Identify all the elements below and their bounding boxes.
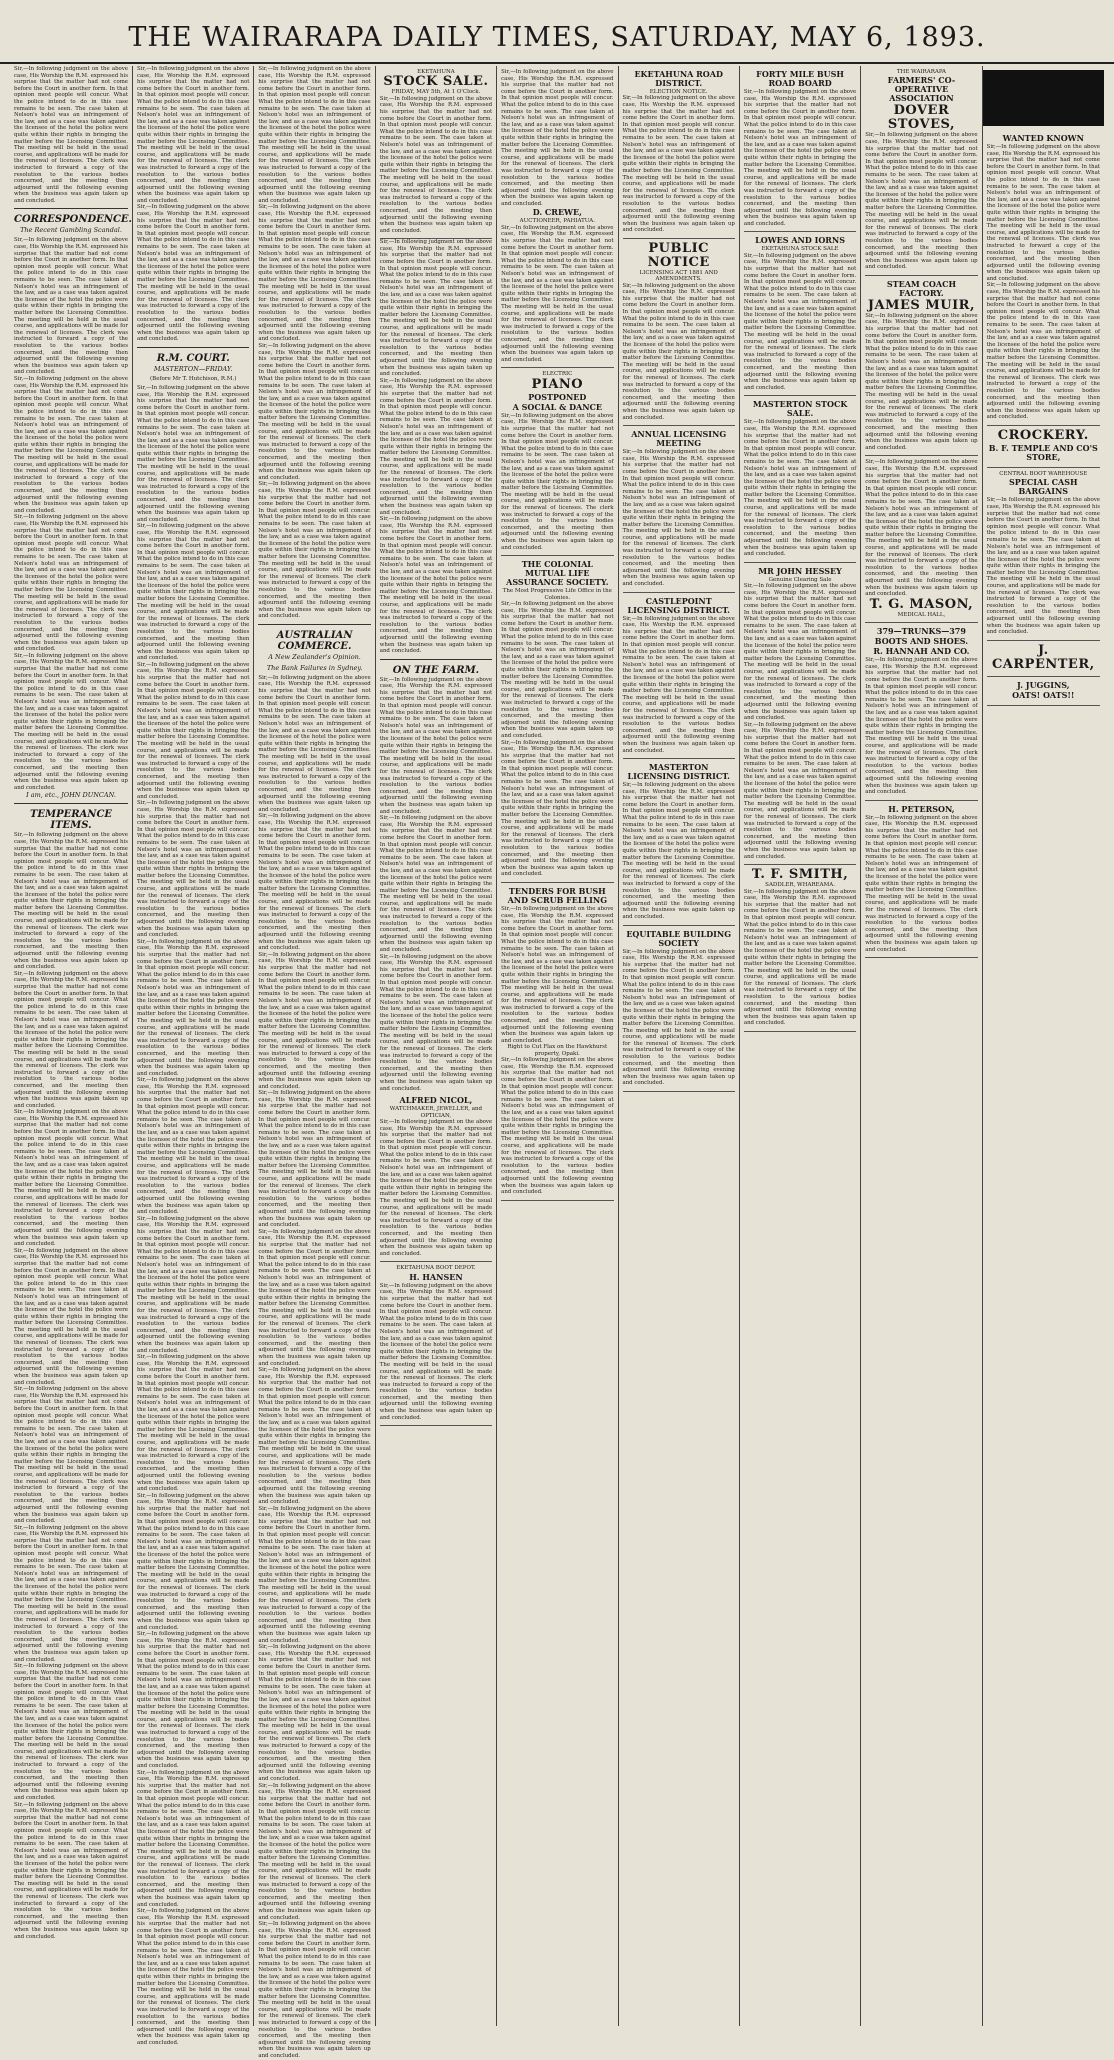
ad-title: THE COLONIAL MUTUAL LIFE ASSURANCE SOCIETY.: [506, 559, 609, 588]
ad-text: Sir,—In following judgment on the above case, His Worship the R.M. expressed his surprise that the matter had not come before the Court in another form. In that opinion most people will concur. What the police intend to do in this case remains to be seen. The case taken at Nelson's hotel was an infringement of the law, and as a case was taken against the licensee of the hotel the police were quite within their rights in bringing the matter before the Licensing Committee. The meeting will be held in the usual course, and applications will be made for the renewal of licenses. The clerk was instructed to forward a copy of the resolution to the various bodies concerned, and the meeting then adjourned until the following evening when the business was again taken up and concluded.: [865, 657, 978, 796]
ad-title: STOCK SALE.: [383, 74, 489, 90]
divider: [137, 347, 249, 348]
crewe-ad: [501, 66, 613, 368]
ad-title: J. CARPENTER,: [991, 642, 1095, 672]
ad-text: Sir,—In following judgment on the above case, His Worship the R.M. expressed his surprise that the matter had not come before the Court in another form. In that opinion most people will concur. What the police intend to do in this case remains to be seen. The case taken at Nelson's hotel was an infringement of the law, and as a case was taken against the licensee of the hotel the police were quite within their rights in bringing the matter before the Licensing Committee. The meeting will be held in the usual course, and applications will be made for the renewal of licenses. The clerk was instructed to forward a copy of the resolution to the various bodies concerned, and the meeting then adjourned until the following evening when the business was again taken up and concluded.: [622, 95, 735, 234]
article-text: Sir,—In following judgment on the above case, His Worship the R.M. expressed his surprise that the matter had not come before the Court in another form. In that opinion most people will concur. What the police intend to do in this case remains to be seen. The case taken at Nelson's hotel was an infringement of the law, and as a case was taken against the licensee of the hotel the police were quite within their rights in bringing the matter before the Licensing Committee. The meeting will be held in the usual course, and applications will be made for the renewal of licenses. The clerk was instructed to forward a copy of the resolution to the various bodies concerned, and the meeting then adjourned until the following evening when the business was again taken up and concluded.: [258, 1644, 371, 1783]
column-7: [740, 66, 861, 2026]
ad-text: Sir,—In following judgment on the above case, His Worship the R.M. expressed his surprise that the matter had not come before the Court in another form. In that opinion most people will concur. What the police intend to do in this case remains to be seen. The case taken at Nelson's hotel was an infringement of the law, and as a case was taken against the licensee of the hotel the police were quite within their rights in bringing the matter before the Licensing Committee. The meeting will be held in the usual course, and applications will be made for the renewal of licenses. The clerk was instructed to forward a copy of the resolution to the various bodies concerned, and the meeting then adjourned until the following evening when the business was again taken up and concluded.: [501, 224, 614, 363]
ad-text: Sir,—In following judgment on the above case, His Worship the R.M. expressed his surprise that the matter had not come before the Court in another form. In that opinion most people will concur. What the police intend to do in this case remains to be seen. The case taken at Nelson's hotel was an infringement of the law, and as a case was taken against the licensee of the hotel the police were quite within their rights in bringing the matter before the Licensing Committee. The meeting will be held in the usual course, and applications will be made for the renewal of licenses. The clerk was instructed to forward a copy of the resolution to the various bodies concerned, and the meeting then adjourned until the following evening when the business was again taken up and concluded.: [501, 739, 614, 878]
article-text: Sir,—In following judgment on the above case, His Worship the R.M. expressed his surprise that the matter had not come before the Court in another form. In that opinion most people will concur. What the police intend to do in this case remains to be seen. The case taken at Nelson's hotel was an infringement of the law, and as a case was taken against the licensee of the hotel the police were quite within their rights in bringing the matter before the Licensing Committee. The meeting will be held in the usual course, and applications will be made for the renewal of licenses. The clerk was instructed to forward a copy of the resolution to the various bodies concerned, and the meeting then adjourned until the following evening when the business was again taken up and concluded.: [14, 514, 128, 653]
ad-sub: The Most Progressive Life Office in the Colonies.: [502, 588, 612, 601]
ad-sub: ELECTION NOTICE.: [649, 89, 708, 95]
ad-text: Sir,—In following judgment on the above case, His Worship the R.M. expressed his surprise that the matter had not come before the Court in another form. In that opinion most people will concur. What the police intend to do in this case remains to be seen. The case taken at Nelson's hotel was an infringement of the law, and as a case was taken against the licensee of the hotel the police were quite within their rights in bringing the matter before the Licensing Committee. The meeting will be held in the usual course, and applications will be made for the renewal of licenses. The clerk was instructed to forward a copy of the resolution to the various bodies concerned, and the meeting then adjourned until the following evening when the business was again taken up and concluded.: [379, 1118, 493, 1257]
ad-label: CENTRAL BOOT WAREHOUSE: [999, 470, 1088, 477]
ad-label: EKETAHUNA: [417, 69, 455, 75]
ad-text: Sir,—In following judgment on the above case, His Worship the R.M. expressed his surprise that the matter had not come before the Court in another form. In that opinion most people will concur. What the police intend to do in this case remains to be seen. The case taken at Nelson's hotel was an infringement of the law, and as a case was taken against the licensee of the hotel the police were quite within their rights in bringing the matter before the Licensing Committee. The meeting will be held in the usual course, and applications will be made for the renewal of licenses. The clerk was instructed to forward a copy of the resolution to the various bodies concerned, and the meeting then adjourned until the following evening when the business was again taken up and concluded.: [501, 905, 614, 1044]
article-text: Sir,—In following judgment on the above case, His Worship the R.M. expressed his surprise that the matter had not come before the Court in another form. In that opinion most people will concur. What the police intend to do in this case remains to be seen. The case taken at Nelson's hotel was an infringement of the law, and as a case was taken against the licensee of the hotel the police were quite within their rights in bringing the matter before the Licensing Committee. The meeting will be held in the usual course, and applications will be made for the renewal of licenses. The clerk was instructed to forward a copy of the resolution to the various bodies concerned, and the meeting then adjourned until the following evening when the business was again taken up and concluded.: [379, 377, 493, 516]
road-district-ad: [623, 66, 735, 239]
article-text: Sir,—In following judgment on the above case, His Worship the R.M. expressed his surprise that the matter had not come before the Court in another form. In that opinion most people will concur. What the police intend to do in this case remains to be seen. The case taken at Nelson's hotel was an infringement of the law, and as a case was taken against the licensee of the hotel the police were quite within their rights in bringing the matter before the Licensing Committee. The meeting will be held in the usual course, and applications will be made for the renewal of licenses. The clerk was instructed to forward a copy of the resolution to the various bodies concerned, and the meeting then adjourned until the following evening when the business was again taken up and concluded.: [258, 66, 371, 204]
masthead: [0, 14, 1114, 64]
ad-text: Sir,—In following judgment on the above case, His Worship the R.M. expressed his surprise that the matter had not come before the Court in another form. In that opinion most people will concur. What the police intend to do in this case remains to be seen. The case taken at Nelson's hotel was an infringement of the law, and as a case was taken against the licensee of the hotel the police were quite within their rights in bringing the matter before the Licensing Committee. The meeting will be held in the usual course, and applications will be made for the renewal of licenses. The clerk was instructed to forward a copy of the resolution to the various bodies concerned, and the meeting then adjourned until the following evening when the business was again taken up and concluded.: [865, 459, 978, 598]
ad-title: 379—TRUNKS—379: [876, 626, 966, 637]
ad-text: Sir,—In following judgment on the above case, His Worship the R.M. expressed his surprise that the matter had not come before the Court in another form. In that opinion most people will concur. What the police intend to do in this case remains to be seen. The case taken at Nelson's hotel was an infringement of the law, and as a case was taken against the licensee of the hotel the police were quite within their rights in bringing the matter before the Licensing Committee. The meeting will be held in the usual course, and applications will be made for the renewal of licenses. The clerk was instructed to forward a copy of the resolution to the various bodies concerned, and the meeting then adjourned until the following evening when the business was again taken up and concluded.: [743, 888, 857, 1027]
ad-title: H. PETERSON,: [888, 803, 955, 814]
ad-sub: BOOTS AND SHOES.: [874, 636, 969, 647]
ad-title: MASTERTON LICENSING DISTRICT.: [627, 762, 730, 782]
column-8: [861, 66, 982, 2026]
divider: [380, 659, 492, 660]
ad-sub: Genuine Clearing Sale: [768, 576, 832, 583]
column-1: [10, 66, 133, 2026]
piano-ad: [501, 368, 613, 556]
black-block: [983, 70, 1104, 126]
ad-label: ELECTRIC: [542, 371, 573, 378]
article-text: Sir,—In following judgment on the above case, His Worship the R.M. expressed his surprise that the matter had not come before the Court in another form. In that opinion most people will concur. What the police intend to do in this case remains to be seen. The case taken at Nelson's hotel was an infringement of the law, and as a case was taken against the licensee of the hotel the police were quite within their rights in bringing the matter before the Licensing Committee. The meeting will be held in the usual course, and applications will be made for the renewal of licenses. The clerk was instructed to forward a copy of the resolution to the various bodies concerned, and the meeting then adjourned until the following evening when the business was again taken up and concluded.: [258, 481, 371, 620]
ad-title: T. F. SMITH,: [751, 867, 849, 883]
ad-text: Sir,—In following judgment on the above case, His Worship the R.M. expressed his surprise that the matter had not come before the Court in another form. In that opinion most people will concur. What the police intend to do in this case remains to be seen. The case taken at Nelson's hotel was an infringement of the law, and as a case was taken against the licensee of the hotel the police were quite within their rights in bringing the matter before the Licensing Committee. The meeting will be held in the usual course, and applications will be made for the renewal of licenses. The clerk was instructed to forward a copy of the resolution to the various bodies concerned, and the meeting then adjourned until the following evening when the business was again taken up and concluded.: [743, 419, 857, 558]
ad-text: Sir,—In following judgment on the above case, His Worship the R.M. expressed his surprise that the matter had not come before the Court in another form. In that opinion most people will concur. What the police intend to do in this case remains to be seen. The case taken at Nelson's hotel was an infringement of the law, and as a case was taken against the licensee of the hotel the police were quite within their rights in bringing the matter before the Licensing Committee. The meeting will be held in the usual course, and applications will be made for the renewal of licenses. The clerk was instructed to forward a copy of the resolution to the various bodies concerned, and the meeting then adjourned until the following evening when the business was again taken up and concluded.: [865, 132, 978, 271]
article-text: Sir,—In following judgment on the above case, His Worship the R.M. expressed his surprise that the matter had not come before the Court in another form. In that opinion most people will concur. What the police intend to do in this case remains to be seen. The case taken at Nelson's hotel was an infringement of the law, and as a case was taken against the licensee of the hotel the police were quite within their rights in bringing the matter before the Licensing Committee. The meeting will be held in the usual course, and applications will be made for the renewal of licenses. The clerk was instructed to forward a copy of the resolution to the various bodies concerned, and the meeting then adjourned until the following evening when the business was again taken up and concluded.: [14, 1663, 128, 1802]
ad-sub: DOVER STOVES,: [887, 103, 955, 133]
article-text: Sir,—In following judgment on the above case, His Worship the R.M. expressed his surprise that the matter had not come before the Court in another form. In that opinion most people will concur. What the police intend to do in this case remains to be seen. The case taken at Nelson's hotel was an infringement of the law, and as a case was taken against the licensee of the hotel the police were quite within their rights in bringing the matter before the Licensing Committee. The meeting will be held in the usual course, and applications will be made for the renewal of licenses. The clerk was instructed to forward a copy of the resolution to the various bodies concerned, and the meeting then adjourned until the following evening when the business was again taken up and concluded.: [14, 1524, 128, 1663]
ad-sub: EKETAHUNA BOOT DEPOT.: [396, 1265, 476, 1272]
ad-text: Sir,—In following judgment on the above case, His Worship the R.M. expressed his surprise that the matter had not come before the Court in another form. In that opinion most people will concur. What the police intend to do in this case remains to be seen. The case taken at Nelson's hotel was an infringement of the law, and as a case was taken against the licensee of the hotel the police were quite within their rights in bringing the matter before the Licensing Committee. The meeting will be held in the usual course, and applications will be made for the renewal of licenses. The clerk was instructed to forward a copy of the resolution to the various bodies concerned, and the meeting then adjourned until the following evening when the business was again taken up and concluded.: [622, 449, 735, 588]
article-text: Sir,—In following judgment on the above case, His Worship the R.M. expressed his surprise that the matter had not come before the Court in another form. In that opinion most people will concur. What the police intend to do in this case remains to be seen. The case taken at Nelson's hotel was an infringement of the law, and as a case was taken against the licensee of the hotel the police were quite within their rights in bringing the matter before the Licensing Committee. The meeting will be held in the usual course, and applications will be made for the renewal of licenses. The clerk was instructed to forward a copy of the resolution to the various bodies concerned, and the meeting then adjourned until the following evening when the business was again taken up and concluded.: [258, 342, 371, 481]
article-text: Sir,—In following judgment on the above case, His Worship the R.M. expressed his surprise that the matter had not come before the Court in another form. In that opinion most people will concur. What the police intend to do in this case remains to be seen. The case taken at Nelson's hotel was an infringement of the law, and as a case was taken against the licensee of the hotel the police were quite within their rights in bringing the matter before the Licensing Committee. The meeting will be held in the usual course, and applications will be made for the renewal of licenses. The clerk was instructed to forward a copy of the resolution to the various bodies concerned, and the meeting then adjourned until the following evening when the business was again taken up and concluded.: [137, 1354, 250, 1493]
column-5: [497, 66, 618, 2026]
article-text: Sir,—In following judgment on the above case, His Worship the R.M. expressed his surprise that the matter had not come before the Court in another form. In that opinion most people will concur. What the police intend to do in this case remains to be seen. The case taken at Nelson's hotel was an infringement of the law, and as a case was taken against the licensee of the hotel the police were quite within their rights in bringing the matter before the Licensing Committee. The meeting will be held in the usual course, and applications will be made for the renewal of licenses. The clerk was instructed to forward a copy of the resolution to the various bodies concerned, and the meeting then adjourned until the following evening when the business was again taken up and concluded.: [14, 375, 128, 514]
ad-text: Sir,—In following judgment on the above case, His Worship the R.M. expressed his surprise that the matter had not come before the Court in another form. In that opinion most people will concur. What the police intend to do in this case remains to be seen. The case taken at Nelson's hotel was an infringement of the law, and as a case was taken against the licensee of the hotel the police were quite within their rights in bringing the matter before the Licensing Committee. The meeting will be held in the usual course, and applications will be made for the renewal of licenses. The clerk was instructed to forward a copy of the resolution to the various bodies concerned, and the meeting then adjourned until the following evening when the business was again taken up and concluded.: [865, 312, 978, 451]
carpenter-ad: [987, 641, 1100, 677]
divider: [14, 803, 128, 804]
article-text: Sir,—In following judgment on the above case, His Worship the R.M. expressed his surprise that the matter had not come before the Court in another form. In that opinion most people will concur. What the police intend to do in this case remains to be seen. The case taken at Nelson's hotel was an infringement of the law, and as a case was taken against the licensee of the hotel the police were quite within their rights in bringing the matter before the Licensing Committee. The meeting will be held in the usual course, and applications will be made for the renewal of licenses. The clerk was instructed to forward a copy of the resolution to the various bodies concerned, and the meeting then adjourned until the following evening when the business was again taken up and concluded.: [258, 1921, 371, 2059]
signoff: I am, etc., JOHN DUNCAN.: [26, 791, 116, 800]
coach-factory-ad: [865, 276, 977, 456]
ad-text: Sir,—In following judgment on the above case, His Worship the R.M. expressed his surprise that the matter had not come before the Court in another form. In that opinion most people will concur. What the police intend to do in this case remains to be seen. The case taken at Nelson's hotel was an infringement of the law, and as a case was taken against the licensee of the hotel the police were quite within their rights in bringing the matter before the Licensing Committee. The meeting will be held in the usual course, and applications will be made for the renewal of licenses. The clerk was instructed to forward a copy of the resolution to the various bodies concerned, and the meeting then adjourned until the following evening when the business was again taken up and concluded.: [501, 69, 614, 207]
article-text: Sir,—In following judgment on the above case, His Worship the R.M. expressed his surprise that the matter had not come before the Court in another form. In that opinion most people will concur. What the police intend to do in this case remains to be seen. The case taken at Nelson's hotel was an infringement of the law, and as a case was taken against the licensee of the hotel the police were quite within their rights in bringing the matter before the Licensing Committee. The meeting will be held in the usual course, and applications will be made for the renewal of licenses. The clerk was instructed to forward a copy of the resolution to the various bodies concerned, and the meeting then adjourned until the following evening when the business was again taken up and concluded.: [137, 800, 250, 939]
column-9: [983, 66, 1104, 2026]
ad-title: MR JOHN HESSEY: [758, 565, 842, 576]
article-text: Sir,—In following judgment on the above case, His Worship the R.M. expressed his surprise that the matter had not come before the Court in another form. In that opinion most people will concur. What the police intend to do in this case remains to be seen. The case taken at Nelson's hotel was an infringement of the law, and as a case was taken against the licensee of the hotel the police were quite within their rights in bringing the matter before the Licensing Committee. The meeting will be held in the usual course, and applications will be made for the renewal of licenses. The clerk was instructed to forward a copy of the resolution to the various bodies concerned, and the meeting then adjourned until the following evening when the business was again taken up and concluded.: [14, 970, 128, 1109]
article-text: Sir,—In following judgment on the above case, His Worship the R.M. expressed his surprise that the matter had not come before the Court in another form. In that opinion most people will concur. What the police intend to do in this case remains to be seen. The case taken at Nelson's hotel was an infringement of the law, and as a case was taken against the licensee of the hotel the police were quite within their rights in bringing the matter before the Licensing Committee. The meeting will be held in the usual course, and applications will be made for the renewal of licenses. The clerk was instructed to forward a copy of the resolution to the various bodies concerned, and the meeting then adjourned until the following evening when the business was again taken up and concluded.: [258, 204, 371, 343]
ad-sub: Right to Cut Flax on the Hawkhurst property, Opaki.: [507, 1044, 608, 1057]
road-board-ad: [744, 66, 856, 232]
lowes-iorns-ad: [744, 232, 856, 396]
tenders-ad: [501, 883, 613, 1201]
ad-sub: LICENSING ACT 1881 AND AMENDMENTS.: [639, 269, 718, 283]
colonial-mutual-ad: [501, 556, 613, 883]
ad-title: ALFRED NICOL,: [399, 1095, 473, 1106]
column-6: [619, 66, 740, 2026]
ad-title: PIANO: [531, 376, 584, 392]
article-text: Sir,—In following judgment on the above case, His Worship the R.M. expressed his surprise that the matter had not come before the Court in another form. In that opinion most people will concur. What the police intend to do in this case remains to be seen. The case taken at Nelson's hotel was an infringement of the law, and as a case was taken against the licensee of the hotel the police were quite within their rights in bringing the matter before the Licensing Committee. The meeting will be held in the usual course, and applications will be made for the renewal of licenses. The clerk was instructed to forward a copy of the resolution to the various bodies concerned, and the meeting then adjourned until the following evening when the business was again taken up and concluded.: [258, 1782, 371, 1921]
ad-text: Sir,—In following judgment on the above case, His Worship the R.M. expressed his surprise that the matter had not come before the Court in another form. In that opinion most people will concur. What the police intend to do in this case remains to be seen. The case taken at Nelson's hotel was an infringement of the law, and as a case was taken against the licensee of the hotel the police were quite within their rights in bringing the matter before the Licensing Committee. The meeting will be held in the usual course, and applications will be made for the renewal of licenses. The clerk was instructed to forward a copy of the resolution to the various bodies concerned, and the meeting then adjourned until the following evening when the business was again taken up and concluded.: [986, 497, 1100, 636]
ad-text: Sir,—In following judgment on the above case, His Worship the R.M. expressed his surprise that the matter had not come before the Court in another form. In that opinion most people will concur. What the police intend to do in this case remains to be seen. The case taken at Nelson's hotel was an infringement of the law, and as a case was taken against the licensee of the hotel the police were quite within their rights in bringing the matter before the Licensing Committee. The meeting will be held in the usual course, and applications will be made for the renewal of licenses. The clerk was instructed to forward a copy of the resolution to the various bodies concerned, and the meeting then adjourned until the following evening when the business was again taken up and concluded.: [622, 615, 735, 754]
trunks-ad: [865, 623, 977, 800]
juggins-ad: [987, 677, 1100, 706]
ad-sub: B. F. TEMPLE AND CO'S STORE,: [988, 442, 1098, 462]
heading-commerce: AUSTRALIAN COMMERCE.: [276, 629, 353, 652]
ad-title: LOWES AND IORNS: [755, 235, 846, 246]
article-text: Sir,—In following judgment on the above case, His Worship the R.M. expressed his surprise that the matter had not come before the Court in another form. In that opinion most people will concur. What the police intend to do in this case remains to be seen. The case taken at Nelson's hotel was an infringement of the law, and as a case was taken against the licensee of the hotel the police were quite within their rights in bringing the matter before the Licensing Committee. The meeting will be held in the usual course, and applications will be made for the renewal of licenses. The clerk was instructed to forward a copy of the resolution to the various bodies concerned, and the meeting then adjourned until the following evening when the business was again taken up and concluded.: [137, 1631, 250, 1770]
article-text: Sir,—In following judgment on the above case, His Worship the R.M. expressed his surprise that the matter had not come before the Court in another form. In that opinion most people will concur. What the police intend to do in this case remains to be seen. The case taken at Nelson's hotel was an infringement of the law, and as a case was taken against the licensee of the hotel the police were quite within their rights in bringing the matter before the Licensing Committee. The meeting will be held in the usual course, and applications will be made for the renewal of licenses. The clerk was instructed to forward a copy of the resolution to the various bodies concerned, and the meeting then adjourned until the following evening when the business was again taken up and concluded.: [137, 938, 250, 1077]
article-text: Sir,—In following judgment on the above case, His Worship the R.M. expressed his surprise that the matter had not come before the Court in another form. In that opinion most people will concur. What the police intend to do in this case remains to be seen. The case taken at Nelson's hotel was an infringement of the law, and as a case was taken against the licensee of the hotel the police were quite within their rights in bringing the matter before the Licensing Committee. The meeting will be held in the usual course, and applications will be made for the renewal of licenses. The clerk was instructed to forward a copy of the resolution to the various bodies concerned, and the meeting then adjourned until the following evening when the business was again taken up and concluded.: [14, 652, 128, 791]
ad-title: T. G. MASON,: [869, 596, 974, 612]
ad-title: STEAM COACH FACTORY.: [886, 278, 957, 298]
divider: [14, 208, 128, 209]
article-text: Sir,—In following judgment on the above case, His Worship the R.M. expressed his surprise that the matter had not come before the Court in another form. In that opinion most people will concur. What the police intend to do in this case remains to be seen. The case taken at Nelson's hotel was an infringement of the law, and as a case was taken against the licensee of the hotel the police were quite within their rights in bringing the matter before the Licensing Committee. The meeting will be held in the usual course, and applications will be made for the renewal of licenses. The clerk was instructed to forward a copy of the resolution to the various bodies concerned, and the meeting then adjourned until the following evening when the business was again taken up and concluded.: [137, 66, 250, 204]
ad-date: FRIDAY, MAY 5th, At 1 O'Clock.: [391, 89, 481, 96]
ad-text: Sir,—In following judgment on the above case, His Worship the R.M. expressed his surprise that the matter had not come before the Court in another form. In that opinion most people will concur. What the police intend to do in this case remains to be seen. The case taken at Nelson's hotel was an infringement of the law, and as a case was taken against the licensee of the hotel the police were quite within their rights in bringing the matter before the Licensing Committee. The meeting will be held in the usual course, and applications will be made for the renewal of licenses. The clerk was instructed to forward a copy of the resolution to the various bodies concerned, and the meeting then adjourned until the following evening when the business was again taken up and concluded.: [622, 948, 735, 1087]
ad-text: Sir,—In following judgment on the above case, His Worship the R.M. expressed his surprise that the matter had not come before the Court in another form. In that opinion most people will concur. What the police intend to do in this case remains to be seen. The case taken at Nelson's hotel was an infringement of the law, and as a case was taken against the licensee of the hotel the police were quite within their rights in bringing the matter before the Licensing Committee. The meeting will be held in the usual course, and applications will be made for the renewal of licenses. The clerk was instructed to forward a copy of the resolution to the various bodies concerned, and the meeting then adjourned until the following evening when the business was again taken up and concluded.: [379, 1282, 493, 1421]
article-text: Sir,—In following judgment on the above case, His Worship the R.M. expressed his surprise that the matter had not come before the Court in another form. In that opinion most people will concur. What the police intend to do in this case remains to be seen. The case taken at Nelson's hotel was an infringement of the law, and as a case was taken against the licensee of the hotel the police were quite within their rights in bringing the matter before the Licensing Committee. The meeting will be held in the usual course, and applications will be made for the renewal of licenses. The clerk was instructed to forward a copy of the resolution to the various bodies concerned, and the meeting then adjourned until the following evening when the business was again taken up and concluded.: [14, 66, 128, 204]
article-text: Sir,—In following judgment on the above case, His Worship the R.M. expressed his surprise that the matter had not come before the Court in another form. In that opinion most people will concur. What the police intend to do in this case remains to be seen. The case taken at Nelson's hotel was an infringement of the law, and as a case was taken against the licensee of the hotel the police were quite within their rights in bringing the matter before the Licensing Committee. The meeting will be held in the usual course, and applications will be made for the renewal of licenses. The clerk was instructed to forward a copy of the resolution to the various bodies concerned, and the meeting then adjourned until the following evening when the business was again taken up and concluded.: [379, 953, 493, 1092]
ad-text: Sir,—In following judgment on the above case, His Worship the R.M. expressed his surprise that the matter had not come before the Court in another form. In that opinion most people will concur. What the police intend to do in this case remains to be seen. The case taken at Nelson's hotel was an infringement of the law, and as a case was taken against the licensee of the hotel the police were quite within their rights in bringing the matter before the Licensing Committee. The meeting will be held in the usual course, and applications will be made for the renewal of licenses. The clerk was instructed to forward a copy of the resolution to the various bodies concerned, and the meeting then adjourned until the following evening when the business was again taken up and concluded.: [501, 601, 614, 739]
wanted-known-ad: [987, 130, 1100, 426]
ad-title: J. JUGGINS,: [1017, 679, 1070, 690]
masterton-stock-ad: [744, 396, 856, 562]
masterton-licensing-ad: [623, 759, 735, 925]
masthead-title: THE WAIRARAPA DAILY TIMES, SATURDAY, MAY 6, 1893.: [128, 22, 986, 53]
article-text: Sir,—In following judgment on the above case, His Worship the R.M. expressed his surprise that the matter had not come before the Court in another form. In that opinion most people will concur. What the police intend to do in this case remains to be seen. The case taken at Nelson's hotel was an infringement of the law, and as a case was taken against the licensee of the hotel the police were quite within their rights in bringing the matter before the Licensing Committee. The meeting will be held in the usual course, and applications will be made for the renewal of licenses. The clerk was instructed to forward a copy of the resolution to the various bodies concerned, and the meeting then adjourned until the following evening when the business was again taken up and concluded.: [258, 1505, 371, 1644]
ad-sub: JAMES MUIR,: [867, 297, 975, 313]
ad-title: D. CREWE,: [532, 207, 582, 218]
article-text: Sir,—In following judgment on the above case, His Worship the R.M. expressed his surprise that the matter had not come before the Court in another form. In that opinion most people will concur. What the police intend to do in this case remains to be seen. The case taken at Nelson's hotel was an infringement of the law, and as a case was taken against the licensee of the hotel the police were quite within their rights in bringing the matter before the Licensing Committee. The meeting will be held in the usual course, and applications will be made for the renewal of licenses. The clerk was instructed to forward a copy of the resolution to the various bodies concerned, and the meeting then adjourned until the following evening when the business was again taken up and concluded.: [379, 239, 493, 378]
article-text: Sir,—In following judgment on the above case, His Worship the R.M. expressed his surprise that the matter had not come before the Court in another form. In that opinion most people will concur. What the police intend to do in this case remains to be seen. The case taken at Nelson's hotel was an infringement of the law, and as a case was taken against the licensee of the hotel the police were quite within their rights in bringing the matter before the Licensing Committee. The meeting will be held in the usual course, and applications will be made for the renewal of licenses. The clerk was instructed to forward a copy of the resolution to the various bodies concerned, and the meeting then adjourned until the following evening when the business was again taken up and concluded.: [14, 832, 128, 971]
ad-sub: SADDLER, WHAREAMA.: [765, 882, 835, 889]
article-text: Sir,—In following judgment on the above case, His Worship the R.M. expressed his surprise that the matter had not come before the Court in another form. In that opinion most people will concur. What the police intend to do in this case remains to be seen. The case taken at Nelson's hotel was an infringement of the law, and as a case was taken against the licensee of the hotel the police were quite within their rights in bringing the matter before the Licensing Committee. The meeting will be held in the usual course, and applications will be made for the renewal of licenses. The clerk was instructed to forward a copy of the resolution to the various bodies concerned, and the meeting then adjourned until the following evening when the business was again taken up and concluded.: [379, 676, 493, 815]
article-text: Sir,—In following judgment on the above case, His Worship the R.M. expressed his surprise that the matter had not come before the Court in another form. In that opinion most people will concur. What the police intend to do in this case remains to be seen. The case taken at Nelson's hotel was an infringement of the law, and as a case was taken against the licensee of the hotel the police were quite within their rights in bringing the matter before the Licensing Committee. The meeting will be held in the usual course, and applications will be made for the renewal of licenses. The clerk was instructed to forward a copy of the resolution to the various bodies concerned, and the meeting then adjourned until the following evening when the business was again taken up and concluded.: [14, 1801, 128, 1940]
ad-title: EQUITABLE BUILDING SOCIETY: [626, 928, 732, 948]
ad-sub: POSTPONED: [528, 391, 587, 402]
ad-title: TENDERS FOR BUSH AND SCRUB FELLING: [507, 885, 608, 905]
article-text: Sir,—In following judgment on the above case, His Worship the R.M. expressed his surprise that the matter had not come before the Court in another form. In that opinion most people will concur. What the police intend to do in this case remains to be seen. The case taken at Nelson's hotel was an infringement of the law, and as a case was taken against the licensee of the hotel the police were quite within their rights in bringing the matter before the Licensing Committee. The meeting will be held in the usual course, and applications will be made for the renewal of licenses. The clerk was instructed to forward a copy of the resolution to the various bodies concerned, and the meeting then adjourned until the following evening when the business was again taken up and concluded.: [137, 523, 250, 662]
article-text: Sir,—In following judgment on the above case, His Worship the R.M. expressed his surprise that the matter had not come before the Court in another form. In that opinion most people will concur. What the police intend to do in this case remains to be seen. The case taken at Nelson's hotel was an infringement of the law, and as a case was taken against the licensee of the hotel the police were quite within their rights in bringing the matter before the Licensing Committee. The meeting will be held in the usual course, and applications will be made for the renewal of licenses. The clerk was instructed to forward a copy of the resolution to the various bodies concerned, and the meeting then adjourned until the following evening when the business was again taken up and concluded.: [14, 1386, 128, 1525]
ad-sub: MEDICAL HALL,: [897, 611, 946, 618]
stock-sale-ad: [380, 66, 492, 239]
heading-temperance: TEMPERANCE ITEMS.: [29, 809, 113, 832]
heading-farm: ON THE FARM.: [392, 664, 480, 676]
ad-text: Sir,—In following judgment on the above case, His Worship the R.M. expressed his surprise that the matter had not come before the Court in another form. In that opinion most people will concur. What the police intend to do in this case remains to be seen. The case taken at Nelson's hotel was an infringement of the law, and as a case was taken against the licensee of the hotel the police were quite within their rights in bringing the matter before the Licensing Committee. The meeting will be held in the usual course, and applications will be made for the renewal of licenses. The clerk was instructed to forward a copy of the resolution to the various bodies concerned, and the meeting then adjourned until the following evening when the business was again taken up and concluded.: [501, 1057, 614, 1196]
ad-text: Sir,—In following judgment on the above case, His Worship the R.M. expressed his surprise that the matter had not come before the Court in another form. In that opinion most people will concur. What the police intend to do in this case remains to be seen. The case taken at Nelson's hotel was an infringement of the law, and as a case was taken against the licensee of the hotel the police were quite within their rights in bringing the matter before the Licensing Committee. The meeting will be held in the usual course, and applications will be made for the renewal of licenses. The clerk was instructed to forward a copy of the resolution to the various bodies concerned, and the meeting then adjourned until the following evening when the business was again taken up and concluded.: [743, 583, 857, 722]
watchmaker-ad: [380, 1092, 492, 1262]
ad-title: EKETAHUNA ROAD DISTRICT.: [634, 69, 723, 88]
ad-title: SPECIAL CASH BARGAINS: [1009, 477, 1078, 497]
ad-text: Sir,—In following judgment on the above case, His Worship the R.M. expressed his surprise that the matter had not come before the Court in another form. In that opinion most people will concur. What the police intend to do in this case remains to be seen. The case taken at Nelson's hotel was an infringement of the law, and as a case was taken against the licensee of the hotel the police were quite within their rights in bringing the matter before the Licensing Committee. The meeting will be held in the usual course, and applications will be made for the renewal of licenses. The clerk was instructed to forward a copy of the resolution to the various bodies concerned, and the meeting then adjourned until the following evening when the business was again taken up and concluded.: [986, 282, 1100, 421]
public-notice-ad: [623, 239, 735, 426]
article-text: Sir,—In following judgment on the above case, His Worship the R.M. expressed his surprise that the matter had not come before the Court in another form. In that opinion most people will concur. What the police intend to do in this case remains to be seen. The case taken at Nelson's hotel was an infringement of the law, and as a case was taken against the licensee of the hotel the police were quite within their rights in bringing the matter before the Licensing Committee. The meeting will be held in the usual course, and applications will be made for the renewal of licenses. The clerk was instructed to forward a copy of the resolution to the various bodies concerned, and the meeting then adjourned until the following evening when the business was again taken up and concluded.: [14, 237, 128, 376]
ad-text: Sir,—In following judgment on the above case, His Worship the R.M. expressed his surprise that the matter had not come before the Court in another form. In that opinion most people will concur. What the police intend to do in this case remains to be seen. The case taken at Nelson's hotel was an infringement of the law, and as a case was taken against the licensee of the hotel the police were quite within their rights in bringing the matter before the Licensing Committee. The meeting will be held in the usual course, and applications will be made for the renewal of licenses. The clerk was instructed to forward a copy of the resolution to the various bodies concerned, and the meeting then adjourned until the following evening when the business was again taken up and concluded.: [622, 282, 735, 421]
ad-text: Sir,—In following judgment on the above case, His Worship the R.M. expressed his surprise that the matter had not come before the Court in another form. In that opinion most people will concur. What the police intend to do in this case remains to be seen. The case taken at Nelson's hotel was an infringement of the law, and as a case was taken against the licensee of the hotel the police were quite within their rights in bringing the matter before the Licensing Committee. The meeting will be held in the usual course, and applications will be made for the renewal of licenses. The clerk was instructed to forward a copy of the resolution to the various bodies concerned, and the meeting then adjourned until the following evening when the business was again taken up and concluded.: [379, 95, 493, 234]
article-text: Sir,—In following judgment on the above case, His Worship the R.M. expressed his surprise that the matter had not come before the Court in another form. In that opinion most people will concur. What the police intend to do in this case remains to be seen. The case taken at Nelson's hotel was an infringement of the law, and as a case was taken against the licensee of the hotel the police were quite within their rights in bringing the matter before the Licensing Committee. The meeting will be held in the usual course, and applications will be made for the renewal of licenses. The clerk was instructed to forward a copy of the resolution to the various bodies concerned, and the meeting then adjourned until the following evening when the business was again taken up and concluded.: [258, 1367, 371, 1506]
licensing-meeting-ad: [623, 426, 735, 592]
column-3: [254, 66, 375, 2059]
boot-depot-ad: [380, 1262, 492, 1426]
divider: [258, 624, 370, 625]
article-text: Sir,—In following judgment on the above case, His Worship the R.M. expressed his surprise that the matter had not come before the Court in another form. In that opinion most people will concur. What the police intend to do in this case remains to be seen. The case taken at Nelson's hotel was an infringement of the law, and as a case was taken against the licensee of the hotel the police were quite within their rights in bringing the matter before the Licensing Committee. The meeting will be held in the usual course, and applications will be made for the renewal of licenses. The clerk was instructed to forward a copy of the resolution to the various bodies concerned, and the meeting then adjourned until the following evening when the business was again taken up and concluded.: [258, 813, 371, 952]
ad-title: H. HANSEN: [409, 1271, 463, 1282]
article-text: Sir,—In following judgment on the above case, His Worship the R.M. expressed his surprise that the matter had not come before the Court in another form. In that opinion most people will concur. What the police intend to do in this case remains to be seen. The case taken at Nelson's hotel was an infringement of the law, and as a case was taken against the licensee of the hotel the police were quite within their rights in bringing the matter before the Licensing Committee. The meeting will be held in the usual course, and applications will be made for the renewal of licenses. The clerk was instructed to forward a copy of the resolution to the various bodies concerned, and the meeting then adjourned until the following evening when the business was again taken up and concluded.: [258, 1228, 371, 1367]
medical-hall-ad: [865, 456, 977, 623]
subheading-gambling: The Recent Gambling Scandal.: [20, 226, 122, 235]
article-text: Sir,—In following judgment on the above case, His Worship the R.M. expressed his surprise that the matter had not come before the Court in another form. In that opinion most people will concur. What the police intend to do in this case remains to be seen. The case taken at Nelson's hotel was an infringement of the law, and as a case was taken against the licensee of the hotel the police were quite within their rights in bringing the matter before the Licensing Committee. The meeting will be held in the usual course, and applications will be made for the renewal of licenses. The clerk was instructed to forward a copy of the resolution to the various bodies concerned, and the meeting then adjourned until the following evening when the business was again taken up and concluded.: [379, 516, 493, 655]
ad-sub: AUCTIONEER, PAHIATUA.: [519, 218, 595, 225]
ad-title: CASTLEPOINT LICENSING DISTRICT.: [627, 595, 730, 615]
ad-sub: R. HANNAH AND CO.: [873, 646, 970, 657]
article-text: Sir,—In following judgment on the above case, His Worship the R.M. expressed his surprise that the matter had not come before the Court in another form. In that opinion most people will concur. What the police intend to do in this case remains to be seen. The case taken at Nelson's hotel was an infringement of the law, and as a case was taken against the licensee of the hotel the police were quite within their rights in bringing the matter before the Licensing Committee. The meeting will be held in the usual course, and applications will be made for the renewal of licenses. The clerk was instructed to forward a copy of the resolution to the various bodies concerned, and the meeting then adjourned until the following evening when the business was again taken up and concluded.: [137, 1769, 250, 1908]
article-text: Sir,—In following judgment on the above case, His Worship the R.M. expressed his surprise that the matter had not come before the Court in another form. In that opinion most people will concur. What the police intend to do in this case remains to be seen. The case taken at Nelson's hotel was an infringement of the law, and as a case was taken against the licensee of the hotel the police were quite within their rights in bringing the matter before the Licensing Committee. The meeting will be held in the usual course, and applications will be made for the renewal of licenses. The clerk was instructed to forward a copy of the resolution to the various bodies concerned, and the meeting then adjourned until the following evening when the business was again taken up and concluded.: [137, 1908, 250, 2046]
ad-text: Sir,—In following judgment on the above case, His Worship the R.M. expressed his surprise that the matter had not come before the Court in another form. In that opinion most people will concur. What the police intend to do in this case remains to be seen. The case taken at Nelson's hotel was an infringement of the law, and as a case was taken against the licensee of the hotel the police were quite within their rights in bringing the matter before the Licensing Committee. The meeting will be held in the usual course, and applications will be made for the renewal of licenses. The clerk was instructed to forward a copy of the resolution to the various bodies concerned, and the meeting then adjourned until the following evening when the business was again taken up and concluded.: [865, 814, 978, 953]
farmers-coop-ad: [865, 66, 977, 276]
ad-sub: A SOCIAL & DANCE: [512, 401, 603, 412]
subheading-banks: The Bank Failures in Sydney.: [266, 663, 363, 672]
ad-text: Sir,—In following judgment on the above case, His Worship the R.M. expressed his surprise that the matter had not come before the Court in another form. In that opinion most people will concur. What the police intend to do in this case remains to be seen. The case taken at Nelson's hotel was an infringement of the law, and as a case was taken against the licensee of the hotel the police were quite within their rights in bringing the matter before the Licensing Committee. The meeting will be held in the usual course, and applications will be made for the renewal of licenses. The clerk was instructed to forward a copy of the resolution to the various bodies concerned, and the meeting then adjourned until the following evening when the business was again taken up and concluded.: [622, 782, 735, 920]
saddler-ad: [744, 865, 856, 1032]
ad-text: Sir,—In following judgment on the above case, His Worship the R.M. expressed his surprise that the matter had not come before the Court in another form. In that opinion most people will concur. What the police intend to do in this case remains to be seen. The case taken at Nelson's hotel was an infringement of the law, and as a case was taken against the licensee of the hotel the police were quite within their rights in bringing the matter before the Licensing Committee. The meeting will be held in the usual course, and applications will be made for the renewal of licenses. The clerk was instructed to forward a copy of the resolution to the various bodies concerned, and the meeting then adjourned until the following evening when the business was again taken up and concluded.: [501, 412, 614, 551]
article-text: Sir,—In following judgment on the above case, His Worship the R.M. expressed his surprise that the matter had not come before the Court in another form. In that opinion most people will concur. What the police intend to do in this case remains to be seen. The case taken at Nelson's hotel was an infringement of the law, and as a case was taken against the licensee of the hotel the police were quite within their rights in bringing the matter before the Licensing Committee. The meeting will be held in the usual course, and applications will be made for the renewal of licenses. The clerk was instructed to forward a copy of the resolution to the various bodies concerned, and the meeting then adjourned until the following evening when the business was again taken up and concluded.: [137, 1492, 250, 1631]
article-text: Sir,—In following judgment on the above case, His Worship the R.M. expressed his surprise that the matter had not come before the Court in another form. In that opinion most people will concur. What the police intend to do in this case remains to be seen. The case taken at Nelson's hotel was an infringement of the law, and as a case was taken against the licensee of the hotel the police were quite within their rights in bringing the matter before the Licensing Committee. The meeting will be held in the usual course, and applications will be made for the renewal of licenses. The clerk was instructed to forward a copy of the resolution to the various bodies concerned, and the meeting then adjourned until the following evening when the business was again taken up and concluded.: [137, 1077, 250, 1216]
ad-title: ANNUAL LICENSING MEETING: [631, 429, 727, 449]
article-text: Sir,—In following judgment on the above case, His Worship the R.M. expressed his surprise that the matter had not come before the Court in another form. In that opinion most people will concur. What the police intend to do in this case remains to be seen. The case taken at Nelson's hotel was an infringement of the law, and as a case was taken against the licensee of the hotel the police were quite within their rights in bringing the matter before the Licensing Committee. The meeting will be held in the usual course, and applications will be made for the renewal of licenses. The clerk was instructed to forward a copy of the resolution to the various bodies concerned, and the meeting then adjourned until the following evening when the business was again taken up and concluded.: [258, 674, 371, 813]
court-caption: (Before Mr T. Hutchison, R.M.): [150, 375, 237, 382]
article-text: Sir,—In following judgment on the above case, His Worship the R.M. expressed his surprise that the matter had not come before the Court in another form. In that opinion most people will concur. What the police intend to do in this case remains to be seen. The case taken at Nelson's hotel was an infringement of the law, and as a case was taken against the licensee of the hotel the police were quite within their rights in bringing the matter before the Licensing Committee. The meeting will be held in the usual course, and applications will be made for the renewal of licenses. The clerk was instructed to forward a copy of the resolution to the various bodies concerned, and the meeting then adjourned until the following evening when the business was again taken up and concluded.: [137, 384, 250, 523]
heading-correspondence: CORRESPONDENCE.: [14, 214, 133, 226]
ad-title: FARMERS' CO-OPERATIVE ASSOCIATION: [887, 75, 956, 104]
crockery-ad: [987, 426, 1100, 468]
article-text: Sir,—In following judgment on the above case, His Worship the R.M. expressed his surprise that the matter had not come before the Court in another form. In that opinion most people will concur. What the police intend to do in this case remains to be seen. The case taken at Nelson's hotel was an infringement of the law, and as a case was taken against the licensee of the hotel the police were quite within their rights in bringing the matter before the Licensing Committee. The meeting will be held in the usual course, and applications will be made for the renewal of licenses. The clerk was instructed to forward a copy of the resolution to the various bodies concerned, and the meeting then adjourned until the following evening when the business was again taken up and concluded.: [137, 661, 250, 800]
ad-title: CROCKERY.: [997, 427, 1089, 443]
hessey-sale-ad: [744, 563, 856, 865]
heading-court: R.M. COURT.: [156, 352, 230, 364]
article-text: Sir,—In following judgment on the above case, His Worship the R.M. expressed his surprise that the matter had not come before the Court in another form. In that opinion most people will concur. What the police intend to do in this case remains to be seen. The case taken at Nelson's hotel was an infringement of the law, and as a case was taken against the licensee of the hotel the police were quite within their rights in bringing the matter before the Licensing Committee. The meeting will be held in the usual course, and applications will be made for the renewal of licenses. The clerk was instructed to forward a copy of the resolution to the various bodies concerned, and the meeting then adjourned until the following evening when the business was again taken up and concluded.: [14, 1109, 128, 1248]
ad-title: MASTERTON STOCK SALE.: [752, 399, 848, 419]
central-boot-ad: [987, 468, 1100, 641]
column-4: [376, 66, 497, 2026]
columns: [10, 66, 1104, 2059]
article-text: Sir,—In following judgment on the above case, His Worship the R.M. expressed his surprise that the matter had not come before the Court in another form. In that opinion most people will concur. What the police intend to do in this case remains to be seen. The case taken at Nelson's hotel was an infringement of the law, and as a case was taken against the licensee of the hotel the police were quite within their rights in bringing the matter before the Licensing Committee. The meeting will be held in the usual course, and applications will be made for the renewal of licenses. The clerk was instructed to forward a copy of the resolution to the various bodies concerned, and the meeting then adjourned until the following evening when the business was again taken up and concluded.: [379, 815, 493, 954]
equitable-ad: [623, 926, 735, 1092]
ad-sub: WATCHMAKER, JEWELLER, and OPTICIAN,: [389, 1106, 483, 1119]
ad-sub: OATS! OATS!!: [1012, 689, 1075, 700]
ad-text: Sir,—In following judgment on the above case, His Worship the R.M. expressed his surprise that the matter had not come before the Court in another form. In that opinion most people will concur. What the police intend to do in this case remains to be seen. The case taken at Nelson's hotel was an infringement of the law, and as a case was taken against the licensee of the hotel the police were quite within their rights in bringing the matter before the Licensing Committee. The meeting will be held in the usual course, and applications will be made for the renewal of licenses. The clerk was instructed to forward a copy of the resolution to the various bodies concerned, and the meeting then adjourned until the following evening when the business was again taken up and concluded.: [743, 89, 857, 227]
peterson-ad: [865, 801, 977, 958]
column-2: [133, 66, 254, 2046]
ad-text: Sir,—In following judgment on the above case, His Worship the R.M. expressed his surprise that the matter had not come before the Court in another form. In that opinion most people will concur. What the police intend to do in this case remains to be seen. The case taken at Nelson's hotel was an infringement of the law, and as a case was taken against the licensee of the hotel the police were quite within their rights in bringing the matter before the Licensing Committee. The meeting will be held in the usual course, and applications will be made for the renewal of licenses. The clerk was instructed to forward a copy of the resolution to the various bodies concerned, and the meeting then adjourned until the following evening when the business was again taken up and concluded.: [743, 721, 857, 860]
article-text: Sir,—In following judgment on the above case, His Worship the R.M. expressed his surprise that the matter had not come before the Court in another form. In that opinion most people will concur. What the police intend to do in this case remains to be seen. The case taken at Nelson's hotel was an infringement of the law, and as a case was taken against the licensee of the hotel the police were quite within their rights in bringing the matter before the Licensing Committee. The meeting will be held in the usual course, and applications will be made for the renewal of licenses. The clerk was instructed to forward a copy of the resolution to the various bodies concerned, and the meeting then adjourned until the following evening when the business was again taken up and concluded.: [137, 1215, 250, 1354]
article-text: Sir,—In following judgment on the above case, His Worship the R.M. expressed his surprise that the matter had not come before the Court in another form. In that opinion most people will concur. What the police intend to do in this case remains to be seen. The case taken at Nelson's hotel was an infringement of the law, and as a case was taken against the licensee of the hotel the police were quite within their rights in bringing the matter before the Licensing Committee. The meeting will be held in the usual course, and applications will be made for the renewal of licenses. The clerk was instructed to forward a copy of the resolution to the various bodies concerned, and the meeting then adjourned until the following evening when the business was again taken up and concluded.: [258, 1090, 371, 1229]
ad-text: Sir,—In following judgment on the above case, His Worship the R.M. expressed his surprise that the matter had not come before the Court in another form. In that opinion most people will concur. What the police intend to do in this case remains to be seen. The case taken at Nelson's hotel was an infringement of the law, and as a case was taken against the licensee of the hotel the police were quite within their rights in bringing the matter before the Licensing Committee. The meeting will be held in the usual course, and applications will be made for the renewal of licenses. The clerk was instructed to forward a copy of the resolution to the various bodies concerned, and the meeting then adjourned until the following evening when the business was again taken up and concluded.: [743, 252, 857, 391]
ad-label: THE WAIRARAPA: [896, 69, 947, 75]
castlepoint-ad: [623, 593, 735, 759]
article-text: Sir,—In following judgment on the above case, His Worship the R.M. expressed his surprise that the matter had not come before the Court in another form. In that opinion most people will concur. What the police intend to do in this case remains to be seen. The case taken at Nelson's hotel was an infringement of the law, and as a case was taken against the licensee of the hotel the police were quite within their rights in bringing the matter before the Licensing Committee. The meeting will be held in the usual course, and applications will be made for the renewal of licenses. The clerk was instructed to forward a copy of the resolution to the various bodies concerned, and the meeting then adjourned until the following evening when the business was again taken up and concluded.: [258, 951, 371, 1090]
ad-sub: EKETAHUNA STOCK SALE: [761, 246, 839, 253]
subheading-commerce: A New Zealander's Opinion.: [268, 652, 361, 661]
ad-title: WANTED KNOWN: [1002, 133, 1084, 143]
article-text: Sir,—In following judgment on the above case, His Worship the R.M. expressed his surprise that the matter had not come before the Court in another form. In that opinion most people will concur. What the police intend to do in this case remains to be seen. The case taken at Nelson's hotel was an infringement of the law, and as a case was taken against the licensee of the hotel the police were quite within their rights in bringing the matter before the Licensing Committee. The meeting will be held in the usual course, and applications will be made for the renewal of licenses. The clerk was instructed to forward a copy of the resolution to the various bodies concerned, and the meeting then adjourned until the following evening when the business was again taken up and concluded.: [14, 1247, 128, 1386]
ad-title: PUBLIC NOTICE: [647, 240, 710, 270]
article-text: Sir,—In following judgment on the above case, His Worship the R.M. expressed his surprise that the matter had not come before the Court in another form. In that opinion most people will concur. What the police intend to do in this case remains to be seen. The case taken at Nelson's hotel was an infringement of the law, and as a case was taken against the licensee of the hotel the police were quite within their rights in bringing the matter before the Licensing Committee. The meeting will be held in the usual course, and applications will be made for the renewal of licenses. The clerk was instructed to forward a copy of the resolution to the various bodies concerned, and the meeting then adjourned until the following evening when the business was again taken up and concluded.: [137, 204, 250, 343]
ad-title: FORTY MILE BUSH ROAD BOARD: [756, 69, 844, 88]
subheading-court: MASTERTON—FRIDAY.: [153, 364, 233, 373]
ad-text: Sir,—In following judgment on the above case, His Worship the R.M. expressed his surprise that the matter had not come before the Court in another form. In that opinion most people will concur. What the police intend to do in this case remains to be seen. The case taken at Nelson's hotel was an infringement of the law, and as a case was taken against the licensee of the hotel the police were quite within their rights in bringing the matter before the Licensing Committee. The meeting will be held in the usual course, and applications will be made for the renewal of licenses. The clerk was instructed to forward a copy of the resolution to the various bodies concerned, and the meeting then adjourned until the following evening when the business was again taken up and concluded.: [986, 144, 1100, 282]
